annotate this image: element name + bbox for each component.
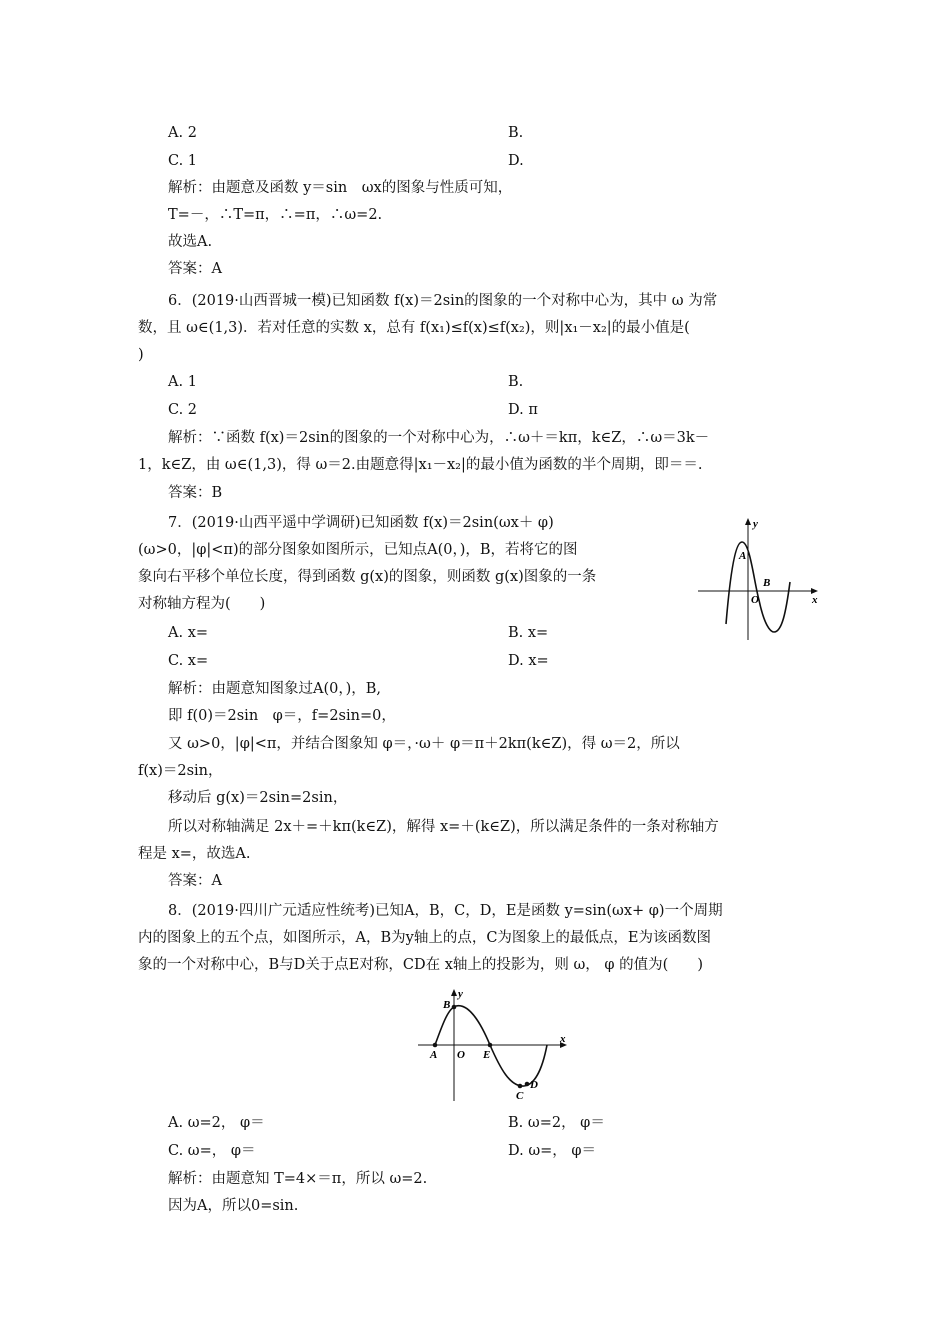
question-stem: 数，且 ω∈(1,3)．若对任意的实数 x，总有 f(x₁)≤f(x)≤f(x₂)，则|x₁－x₂|的最小值是(: [138, 320, 690, 336]
question-stem: 象向右平移个单位长度，得到函数 g(x)的图象，则函数 g(x)图象的一条: [138, 569, 597, 585]
option-a: A. x=: [168, 625, 209, 641]
option-c: C. x=: [168, 653, 209, 669]
origin-label: O: [751, 594, 759, 606]
x-axis-label: x: [812, 594, 818, 606]
point-a: [433, 1043, 438, 1048]
point-c: [518, 1084, 523, 1089]
point-b: [452, 1005, 457, 1010]
answer-line: 答案：A: [168, 873, 222, 889]
solution-line: 移动后 g(x)＝2sin=2sin，: [168, 790, 348, 806]
y-axis-arrow: [745, 518, 751, 525]
question-stem: 6．(2019·山西晋城一模)已知函数 f(x)＝2sin的图象的一个对称中心为，其中 ω 为常: [168, 293, 718, 309]
question-stem: 7．(2019·山西平遥中学调研)已知函数 f(x)＝2sin(ωx＋ φ): [168, 515, 554, 531]
point-b-label: B: [443, 999, 451, 1011]
solution-line: 因为A，所以0=sin.: [168, 1198, 299, 1214]
solution-line: T=－，∴T=π，∴=π，∴ω=2.: [168, 207, 383, 223]
option-a: A. 1: [168, 374, 197, 390]
y-axis-label: y: [753, 518, 758, 530]
answer-line: 答案：A: [168, 261, 222, 277]
solution-line: 故选A.: [168, 234, 213, 250]
question-stem: (ω>0，|φ|<π)的部分图象如图所示，已知点A(0，)，B，若将它的图: [138, 542, 578, 558]
solution-line: 解析：由题意知图象过A(0，)，B,: [168, 681, 382, 697]
origin-label: O: [457, 1049, 465, 1061]
solution-line: 解析：由题意知 T=4×＝π，所以 ω=2.: [168, 1171, 428, 1187]
point-e-label: E: [483, 1049, 491, 1061]
point-a-label: A: [739, 550, 747, 562]
y-axis-label: y: [458, 988, 463, 1000]
option-a: A. ω=2， φ＝: [168, 1115, 265, 1131]
sine-curve: [726, 542, 790, 632]
option-b: B.: [508, 125, 524, 141]
point-e: [488, 1043, 493, 1048]
q8-graph: [414, 986, 574, 1104]
solution-line: 即 f(0)＝2sin φ＝，f=2sin=0，: [168, 708, 396, 724]
solution-line: 解析：∵函数 f(x)＝2sin的图象的一个对称中心为，∴ω＋＝kπ，k∈Z，∴ω＝3k－: [168, 430, 710, 446]
option-a: A. 2: [168, 125, 197, 141]
question-stem: 对称轴方程为( ): [138, 596, 266, 612]
option-c: C. 2: [168, 402, 198, 418]
solution-line: 所以对称轴满足 2x＋=＋kπ(k∈Z)，解得 x=＋(k∈Z)，所以满足条件的一条对称轴方: [168, 819, 719, 835]
answer-line: 答案：B: [168, 485, 223, 501]
option-b: B. x=: [508, 625, 549, 641]
solution-line: f(x)＝2sin，: [138, 763, 223, 779]
point-d: [525, 1082, 530, 1087]
point-d-label: D: [530, 1079, 538, 1091]
question-stem: 象的一个对称中心，B与D关于点E对称，CD在 x轴上的投影为，则 ω， φ 的值为( ): [138, 957, 703, 973]
option-b: B.: [508, 374, 524, 390]
option-c: C. ω=， φ＝: [168, 1143, 256, 1159]
option-d: D. π: [508, 402, 538, 418]
q7-graph: [696, 512, 822, 644]
option-b: B. ω=2， φ＝: [508, 1115, 605, 1131]
option-c: C. 1: [168, 153, 198, 169]
solution-line: 解析：由题意及函数 y＝sin ωx的图象与性质可知，: [168, 180, 513, 196]
option-d: D.: [508, 153, 524, 169]
question-stem: ): [138, 347, 144, 363]
question-stem: 8．(2019·四川广元适应性统考)已知A，B，C，D，E是函数 y=sin(ωx+ φ)一个周期: [168, 903, 723, 919]
y-axis-arrow: [451, 989, 457, 996]
point-a-label: A: [430, 1049, 438, 1061]
x-axis-label: x: [560, 1033, 566, 1045]
option-d: D. x=: [508, 653, 549, 669]
option-d: D. ω=， φ＝: [508, 1143, 597, 1159]
solution-line: 程是 x=，故选A.: [138, 846, 251, 862]
question-stem: 内的图象上的五个点，如图所示，A，B为y轴上的点，C为图象上的最低点，E为该函数图: [138, 930, 711, 946]
point-b-label: B: [763, 577, 771, 589]
point-c-label: C: [516, 1090, 524, 1102]
solution-line: 1，k∈Z，由 ω∈(1,3)，得 ω＝2.由题意得|x₁－x₂|的最小值为函数的半个周期，即＝＝.: [138, 457, 703, 473]
solution-line: 又 ω>0，|φ|<π，并结合图象知 φ＝，·ω＋ φ＝π＋2kπ(k∈Z)，得 ω＝2，所以: [168, 736, 680, 752]
